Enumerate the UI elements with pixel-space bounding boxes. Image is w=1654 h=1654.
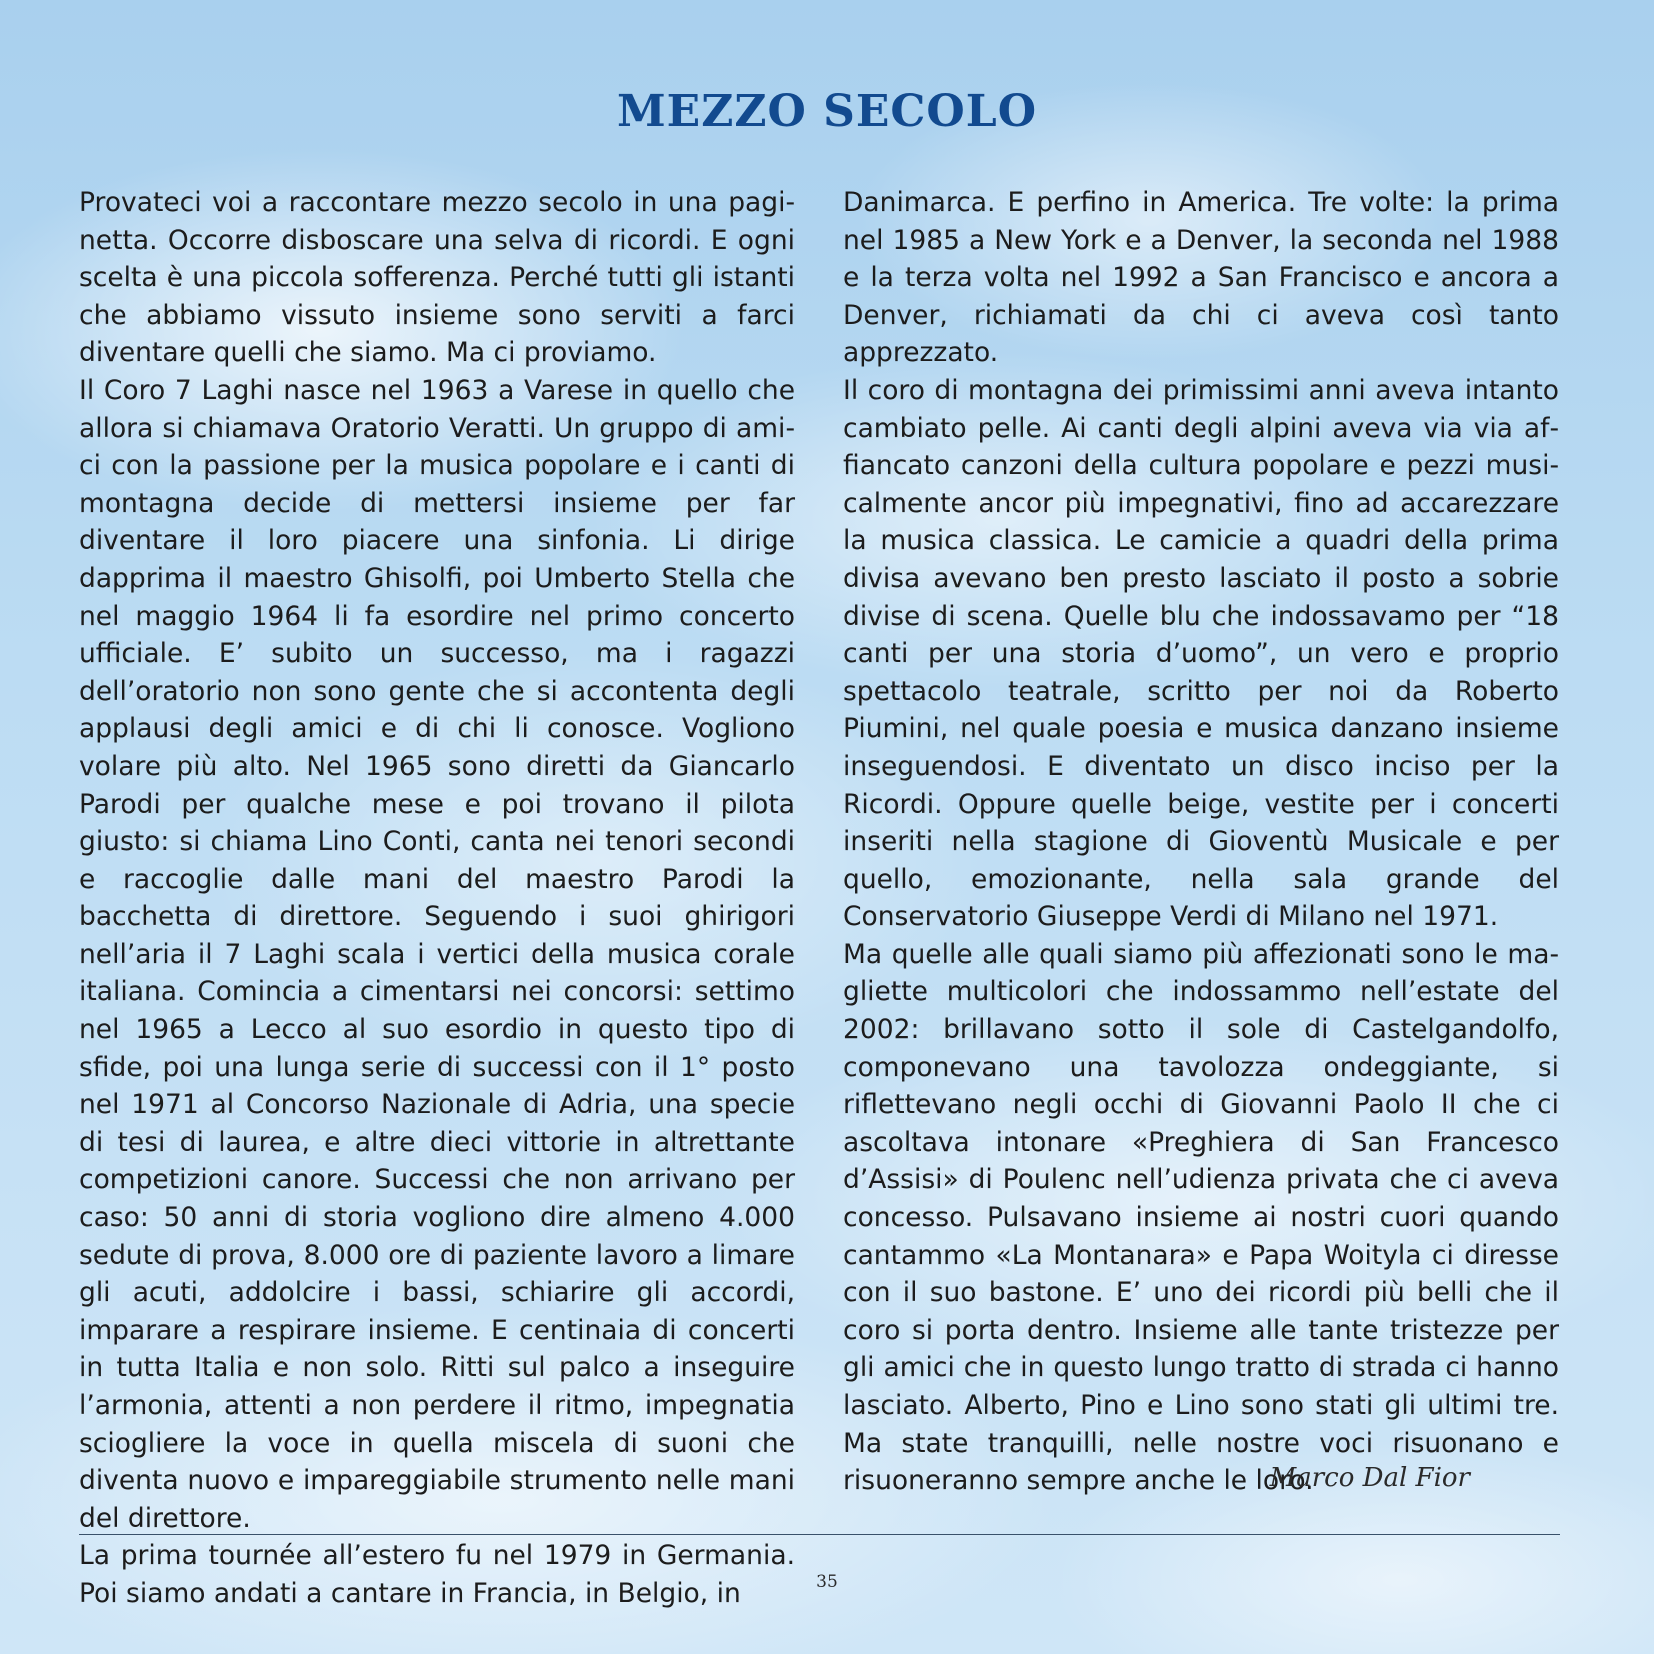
right-column bbox=[843, 184, 1559, 1500]
left-column bbox=[79, 184, 795, 1613]
author-signature: Marco Dal Fior bbox=[1269, 1463, 1470, 1493]
page-number: 35 bbox=[816, 1572, 838, 1592]
footer-divider bbox=[79, 1534, 1560, 1535]
paragraph: Il coro di montagna dei primissimi anni aveva intanto cambiato pelle. Ai canti degli alpini aveva via via affiancato canzoni della cultura popolare e pezzi musicalmente ancor più impegnativi, fino ad accarezzare la musica classica. Le camicie a quadri della prima divisa avevano ben presto lasciato il posto a sobrie divise di scena. Quelle blu che indossavamo per “18 canti per una storia d’uomo”, un vero e proprio spettacolo teatrale, scritto per noi da Roberto Piumini, nel quale poesia e musica danzano insieme inseguendosi. E diventato un disco inciso per la Ricordi. Oppure quelle beige, vestite per i concerti inseriti nella stagione di Gioventù Musicale e per quello, emozionante, nella sala grande del Conservatorio Giuseppe Verdi di Milano nel 1971. bbox=[843, 374, 1559, 933]
paragraph: Provateci voi a raccontare mezzo secolo in una paginetta. Occorre disboscare una selva di ricordi. E ogni scelta è una piccola sofferenza. Perché tutti gli istanti che abbiamo vissuto insieme sono serviti a farci diventare quelli che siamo. Ma ci proviamo. bbox=[79, 187, 795, 369]
paragraph: Ma quelle alle quali siamo più affezionati sono le magliette multicolori che indossammo nell’estate del 2002: brillavano sotto il sole di Castelgandolfo, componevano una tavolozza ondeggiante, si riflettevano negli occhi di Giovanni Paolo II che ci ascoltava intonare «Preghiera di San Francesco d’Assisi» di Poulenc nell’udienza privata che ci aveva concesso. Pulsavano insieme ai nostri cuori quando cantammo «La Montanara» e Papa Woityla ci diresse con il suo bastone. E’ uno dei ricordi più belli che il coro si porta dentro. Insieme alle tante tristezze per gli amici che in questo lungo tratto di strada ci hanno lasciato. Alberto, Pino e Lino sono stati gli ultimi tre. Ma state tranquilli, nelle nostre voci risuonano e risuoneranno sempre anche le loro. bbox=[843, 938, 1559, 1497]
paragraph: Il Coro 7 Laghi nasce nel 1963 a Varese in quello che allora si chiamava Oratorio Veratti. Un gruppo di amici con la passione per la musica popolare e i canti di montagna decide di mettersi insieme per far diventare il loro piacere una sinfonia. Li dirige dapprima il maestro Ghisolfi, poi Umberto Stella che nel maggio 1964 li fa esordire nel primo concerto ufficiale. E’ subito un successo, ma i ragazzi dell’oratorio non sono gente che si accontenta degli applausi degli amici e di chi li conosce. Vogliono volare più alto. Nel 1965 sono diretti da Giancarlo Parodi per qualche mese e poi trovano il pilota giusto: si chiama Lino Conti, canta nei tenori secondi e raccoglie dalle mani del maestro Parodi la bacchetta di direttore. Seguendo i suoi ghirigori nell’aria il 7 Laghi scala i vertici della musica corale italiana. Comincia a cimentarsi nei concorsi: settimo nel 1965 a Lecco al suo esordio in questo tipo di sfide, poi una lunga serie di successi con il 1° posto nel 1971 al Concorso Nazionale di Adria, una specie di tesi di laurea, e altre dieci vittorie in altrettante competizioni canore. Successi che non arrivano per caso: 50 anni di storia vogliono dire almeno 4.000 sedute di prova, 8.000 ore di paziente lavoro a limare gli acuti, addolcire i bassi, schiarire gli accordi, imparare a respirare insieme. E centinaia di concerti in tutta Italia e non solo. Ritti sul palco a inseguire l’armonia, attenti a non perdere il ritmo, impegnatia sciogliere la voce in quella miscela di suoni che diventa nuovo e impareggiabile strumento nelle mani del direttore. bbox=[79, 374, 795, 1534]
paragraph: La prima tournée all’estero fu nel 1979 in Germania. Poi siamo andati a cantare in Francia, in Belgio, in bbox=[79, 1540, 795, 1609]
paragraph: Danimarca. E perfino in America. Tre volte: la prima nel 1985 a New York e a Denver, la seconda nel 1988 e la terza volta nel 1992 a San Francisco e ancora a Denver, richiamati da chi ci aveva così tanto apprezzato. bbox=[843, 187, 1559, 369]
page-title: MEZZO SECOLO bbox=[616, 86, 1038, 137]
